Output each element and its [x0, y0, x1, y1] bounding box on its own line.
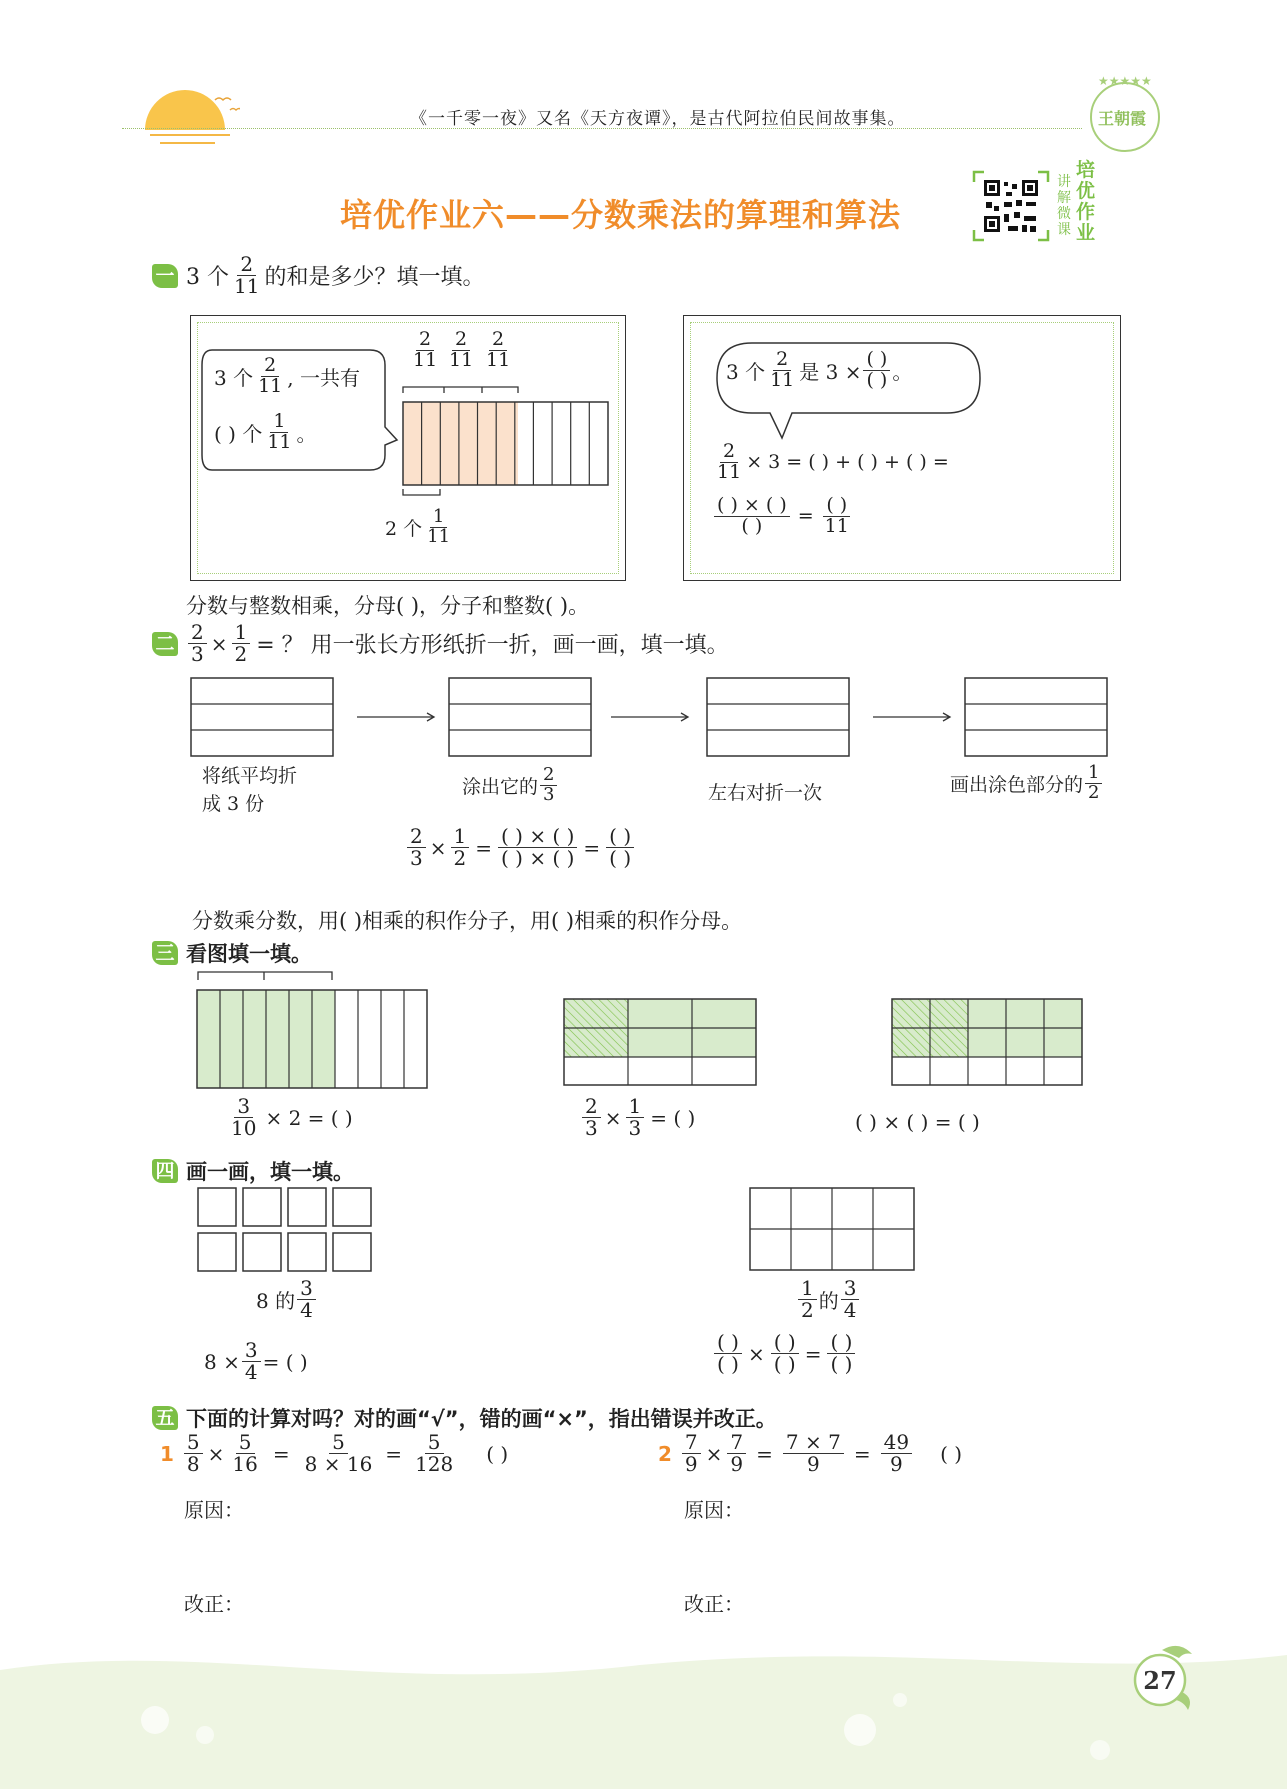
page-number: 27	[1143, 1666, 1177, 1695]
sec3-badge: 三	[152, 941, 178, 965]
fix-label-2: 改正：	[684, 1592, 744, 1616]
sec3-eq3: ( ) × ( ) = ( )	[855, 1110, 980, 1134]
strip-label-1: $\frac{2}{11}$	[413, 328, 438, 371]
fix-label-1: 改正：	[184, 1592, 244, 1616]
qr-side-label-a: 讲解微课	[1057, 174, 1071, 238]
footer-wave	[0, 1640, 1287, 1789]
sec4-title: 画一画，填一填。	[186, 1160, 354, 1184]
svg-text:★★★★★: ★★★★★	[1098, 75, 1152, 88]
sec5-heading	[152, 1403, 777, 1433]
step1-caption: 将纸平均折 成 3 份	[202, 765, 298, 815]
sec1-title-post: 的和是多少？填一填。	[264, 265, 485, 290]
sec4-eq-left: 8 × $\frac{3}{4}$ = ( )	[204, 1338, 308, 1384]
fold-diagrams	[190, 676, 1110, 758]
sec4-eq-right: $\frac{( )}{( )}$ × $\frac{( )}{( )}$ = $\frac{( )}{( )}$	[712, 1332, 857, 1375]
strip-below-label: 2 个 $\frac{1}{11}$	[385, 506, 451, 547]
strip-label-3: $\frac{2}{11}$	[486, 328, 511, 371]
qr-side-label-b: 培优作业	[1076, 159, 1096, 244]
sec5-title: 下面的计算对吗？对的画“√”，错的画“×”，指出错误并改正。	[186, 1407, 777, 1431]
step2-caption: 涂出它的 $\frac{2}{3}$	[462, 766, 559, 805]
sec3-grid-3x3	[562, 997, 758, 1087]
sec1-right-bubble-text: 3 个 $\frac{2}{11}$ 是 3 × $\frac{( )}{( )}$ 。	[726, 348, 913, 391]
page-title: 培优作业六——分数乘法的算理和算法	[340, 196, 902, 234]
sec1-bubble-line1: 3 个 $\frac{2}{11}$ , 一共有	[214, 354, 360, 397]
sec1-conclusion: 分数与整数相乘，分母( )，分子和整数( )。	[186, 594, 590, 618]
sec1-title-pre: 3 个	[186, 265, 229, 290]
sec1-title-frac: $\frac{2}{11}$	[234, 252, 260, 298]
reason-label-2: 原因：	[684, 1498, 744, 1522]
sec2-heading: 二 $\frac{2}{3}$ × $\frac{1}{2}$ = ？ 用一张长方形纸折一折，画一画，填一填。	[152, 622, 729, 665]
qr-code-icon[interactable]	[972, 170, 1050, 242]
sec2-title: = ？ 用一张长方形纸折一折，画一画，填一填。	[256, 633, 729, 658]
sec1-strip	[400, 385, 610, 505]
sun-icon	[120, 75, 240, 155]
sec5-problem-1: 1 $\frac{5}{8}$ × $\frac{5}{16}$ = $\frac{5}{8 \times 16}$ = $\frac{5}{128}$ ( )	[160, 1430, 509, 1476]
sec3-strip	[194, 968, 430, 1090]
sec1-eq2: $\frac{( ) \times ( )}{( )}$ = $\frac{( )}{11}$	[712, 496, 854, 537]
sec4-heading	[152, 1156, 354, 1186]
step3-caption: 左右对折一次	[708, 782, 823, 804]
header-quote: 《一千零一夜》又名《天方夜谭》，是古代阿拉伯民间故事集。	[410, 109, 906, 129]
sec3-title: 看图填一填。	[186, 942, 312, 966]
sec4-squares	[196, 1186, 376, 1274]
step4-caption: 画出涂色部分的 $\frac{1}{2}$	[950, 764, 1104, 803]
sec2-conclusion: 分数乘分数，用( )相乘的积作分子，用( )相乘的积作分母。	[192, 909, 743, 933]
brand-logo-text: 王朝霞	[1098, 109, 1147, 128]
strip-label-2: $\frac{2}{11}$	[449, 328, 474, 371]
sec4-grid-2x4	[748, 1186, 916, 1272]
sec3-eq2: $\frac{2}{3}$ × $\frac{1}{3}$ = ( )	[580, 1096, 695, 1139]
sec5-problem-2: 2 $\frac{7}{9}$ × $\frac{7}{9}$ = $\frac{7 \times 7}{9}$ = $\frac{49}{9}$ ( )	[658, 1430, 963, 1476]
sec2-badge: 二	[152, 632, 178, 656]
sec4-cap-right: $\frac{1}{2}$ 的 $\frac{3}{4}$	[796, 1278, 861, 1321]
sec1-heading	[152, 254, 484, 297]
sec1-eq1: $\frac{2}{11}$ × 3 = ( ) + ( ) + ( ) =	[717, 440, 949, 483]
sec3-eq1: $\frac{3}{10}$ × 2 = ( )	[231, 1094, 353, 1140]
sec4-cap-left: 8 的 $\frac{3}{4}$	[256, 1278, 318, 1321]
sec4-badge: 四	[152, 1159, 178, 1183]
sec1-bubble-line2: ( ) 个 $\frac{1}{11}$ 。	[214, 410, 317, 453]
sec3-heading	[152, 938, 312, 968]
sec5-badge: 五	[152, 1406, 178, 1430]
reason-label-1: 原因：	[184, 1498, 244, 1522]
sec2-formula: $\frac{2}{3}$ × $\frac{1}{2}$ = $\frac{( ) \times ( )}{( ) \times ( )}$ = $\frac{( )}{( )}$	[405, 826, 636, 869]
sec3-grid-3x5	[890, 997, 1084, 1087]
sec1-badge: 一	[152, 264, 178, 288]
